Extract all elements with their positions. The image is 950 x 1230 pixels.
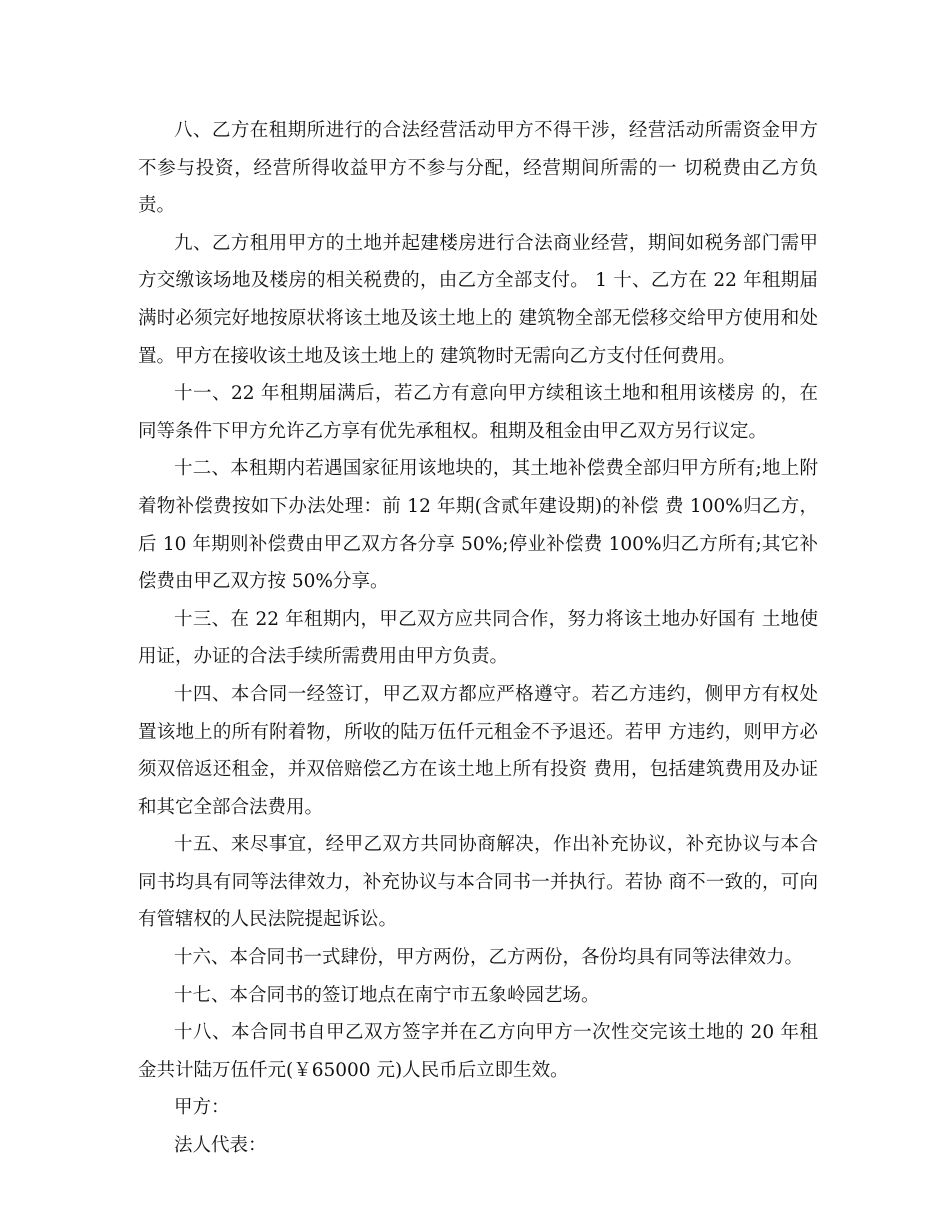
clause-11: 十一、22 年租期届满后，若乙方有意向甲方续租该土地和租用该楼房 的，在同等条件下甲方允许乙方享有优先承租权。租期及租金由甲乙双方另行议定。	[138, 383, 818, 442]
clause-8: 八、乙方在租期所进行的合法经营活动甲方不得干涉，经营活动所需资金甲方不参与投资，经营所得收益甲方不参与分配，经营期间所需的一 切税费由乙方负责。	[138, 120, 818, 217]
party-a-label: 甲方：	[174, 1097, 230, 1119]
clause-13: 十三、在 22 年租期内，甲乙双方应共同合作，努力将该土地办好国有 土地使用证，办证的合法手续所需费用由甲方负责。	[138, 608, 818, 668]
clause-18: 十八、本合同书自甲乙双方签字并在乙方向甲方一次性交完该土地的 20 年租金共计陆万伍仟元(￥65000 元)人民币后立即生效。	[138, 1022, 818, 1081]
contract-body	[138, 112, 818, 1165]
legal-representative-label: 法人代表：	[174, 1135, 267, 1157]
clause-17: 十七、本合同书的签订地点在南宁市五象岭园艺场。	[174, 984, 600, 1006]
clause-12: 十二、本租期内若遇国家征用该地块的，其土地补偿费全部归甲方所有;地上附着物补偿费按如下办法处理：前 12 年期(含贰年建设期)的补偿 费 100%归乙方，后 10 年期则补偿费由甲乙双方各分享 50%;停业补偿费 100%归乙方所有;其它补偿费由甲乙双方按 50%分享。	[138, 458, 818, 593]
clause-14: 十四、本合同一经签订，甲乙双方都应严格遵守。若乙方违约，侧甲方有权处置该地上的所有附着物，所收的陆万伍仟元租金不予退还。若甲 方违约，则甲方必须双倍返还租金，并双倍赔偿乙方在该土地上所有投资 费用，包括建筑费用及办证和其它全部合法费用。	[138, 683, 818, 818]
clause-15: 十五、来尽事宜，经甲乙双方共同协商解决，作出补充协议，补充协议与本合同书均具有同等法律效力，补充协议与本合同书一并执行。若协 商不一致的，可向有管辖权的人民法院提起诉讼。	[138, 834, 818, 931]
clause-16: 十六、本合同书一式肆份，甲方两份，乙方两份，各份均具有同等法律效力。	[174, 947, 804, 969]
clause-9-10: 九、乙方租用甲方的土地并起建楼房进行合法商业经营，期间如税务部门需甲方交缴该场地及楼房的相关税费的，由乙方全部支付。 1 十、乙方在 22 年租期届满时必须完好地按原状将该土地及该土地上的 建筑物全部无偿移交给甲方使用和处置。甲方在接收该土地及该土地上的 建筑物时无需向乙方支付任何费用。	[138, 232, 818, 367]
